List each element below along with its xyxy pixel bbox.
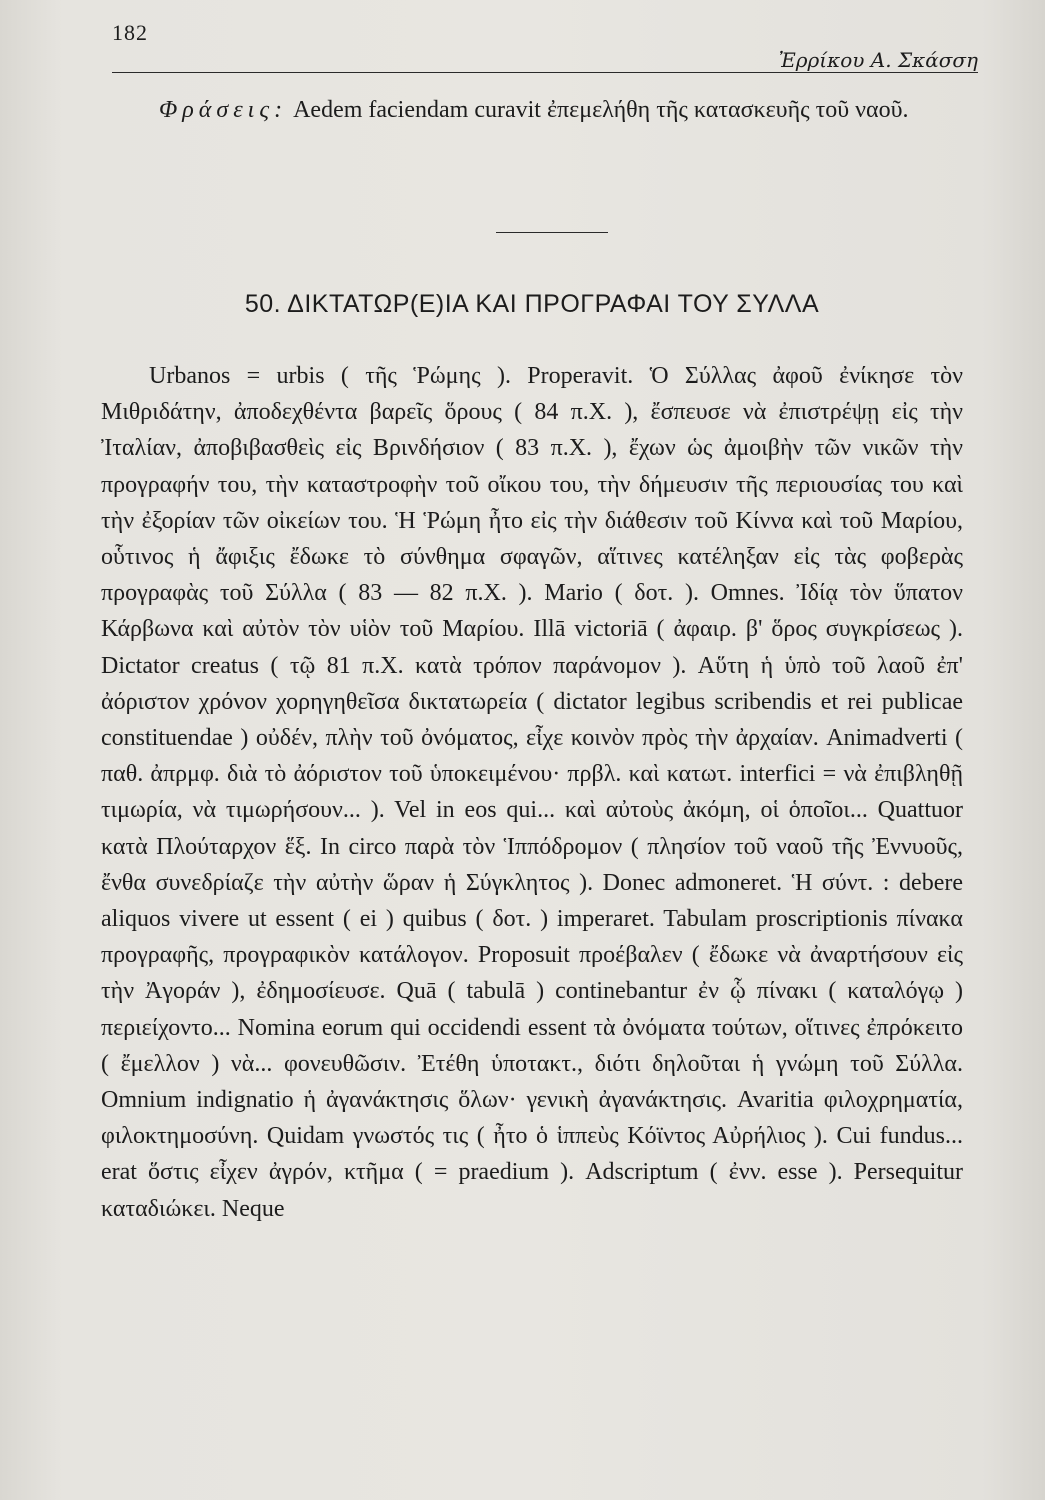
section-divider [496, 232, 608, 233]
phrases-text: Aedem faciendam curavit ἐπεμελήθη τῆς κατασκευῆς τοῦ ναοῦ. [293, 97, 909, 123]
page-number: 182 [112, 20, 148, 45]
running-head: Ἐρρίκου Α. Σκάσση [778, 48, 978, 72]
phrases-block [101, 94, 963, 127]
page-header [112, 14, 978, 76]
phrases-label: Φράσεις: [159, 97, 288, 123]
phrases-paragraph [101, 94, 963, 127]
header-rule [112, 72, 978, 73]
section-title: 50. ΔΙΚΤΑΤΩΡ(Ε)ΙΑ ΚΑΙ ΠΡΟΓΡΑΦΑΙ ΤΟΥ ΣΥΛΛΑ [244, 290, 820, 318]
section-paragraph: Urbanos = urbis ( τῆς Ῥώμης ). Properavit. Ὁ Σύλλας ἀφοῦ ἐνίκησε τὸν Μιθριδάτην, ἀποδεχθέντα βαρεῖς ὅρους ( 84 π.Χ. ), ἔσπευσε νὰ ἐπιστρέψῃ εἰς τὴν Ἰταλίαν, ἀποβιβασθεὶς εἰς Βρινδήσιον ( 83 π.Χ. ), ἔχων ὡς ἀμοιβὴν τῶν νικῶν τὴν προγραφήν του, τὴν καταστροφὴν τοῦ οἴκου του, τὴν δήμευσιν τῆς περιουσίας του καὶ τὴν ἐξορίαν τῶν οἰκείων του. Ἡ Ῥώμη ἦτο εἰς τὴν διάθεσιν τοῦ Κίννα καὶ τοῦ Μαρίου, οὗτινος ἡ ἄφιξις ἔδωκε τὸ σύνθημα σφαγῶν, αἵτινες κατέληξαν εἰς τὰς φοβερὰς προγραφὰς τοῦ Σύλλα ( 83 — 82 π.Χ. ). Mario ( δοτ. ). Omnes. Ἰδίᾳ τὸν ὕπατον Κάρβωνα καὶ αὐτὸν τὸν υἱὸν τοῦ Μαρίου. Illā victoriā ( ἀφαιρ. β' ὅρος συγκρίσεως ). Dictator creatus ( τῷ 81 π.Χ. κατὰ τρόπον παράνομον ). Αὕτη ἡ ὑπὸ τοῦ λαοῦ ἐπ' ἀόριστον χρόνον χορηγηθεῖσα δικτατωρεία ( dictator legibus scribendis et rei publicae constituendae ) οὐδέν, πλὴν τοῦ ὀνόματος, εἶχε κοινὸν πρὸς τὴν ἀρχαίαν. Animadverti ( παθ. ἀπρμφ. διὰ τὸ ἀόριστον τοῦ ὑποκειμένου· πρβλ. καὶ κατωτ. interfici = νὰ ἐπιβληθῇ τιμωρία, νὰ τιμωρήσουν... ). Vel in eos qui... καὶ αὐτοὺς ἀκόμη, οἱ ὁποῖοι... Quattuor κατὰ Πλούταρχον ἕξ. In circo παρὰ τὸν Ἱππόδρομον ( πλησίον τοῦ ναοῦ τῆς Ἐννυοῦς, ἔνθα συνεδρίαζε τὴν αὐτὴν ὥραν ἡ Σύγκλητος ). Donec admoneret. Ἡ σύντ. : debere aliquos vivere ut essent ( ei ) quibus ( δοτ. ) imperaret. Tabulam proscriptionis πίνακα προγραφῆς, προγραφικὸν κατάλογον. Proposuit προέβαλεν ( ἔδωκε νὰ ἀναρτήσουν εἰς τὴν Ἀγοράν ), ἐδημοσίευσε. Quā ( tabulā ) continebantur ἐν ᾧ πίνακι ( καταλόγῳ ) περιείχοντο... Nomina eorum qui occidendi essent τὰ ὀνόματα τούτων, οἵτινες ἐπρόκειτο ( ἔμελλον ) νὰ... φονευθῶσιν. Ἐτέθη ὑποτακτ., διότι δηλοῦται ἡ γνώμη τοῦ Σύλλα. Omnium indignatio ἡ ἀγανάκτησις ὅλων· γενικὴ ἀγανάκτησις. Avaritia φιλοχρηματία, φιλοκτημοσύνη. Quidam γνωστός τις ( ἦτο ὁ ἱππεὺς Κόϊντος Αὐρήλιος ). Cui fundus... erat ὅστις εἶχεν ἀγρόν, κτῆμα ( = praedium ). Adscriptum ( ἐνν. esse ). Persequitur καταδιώκει. Neque [101, 363, 963, 1222]
